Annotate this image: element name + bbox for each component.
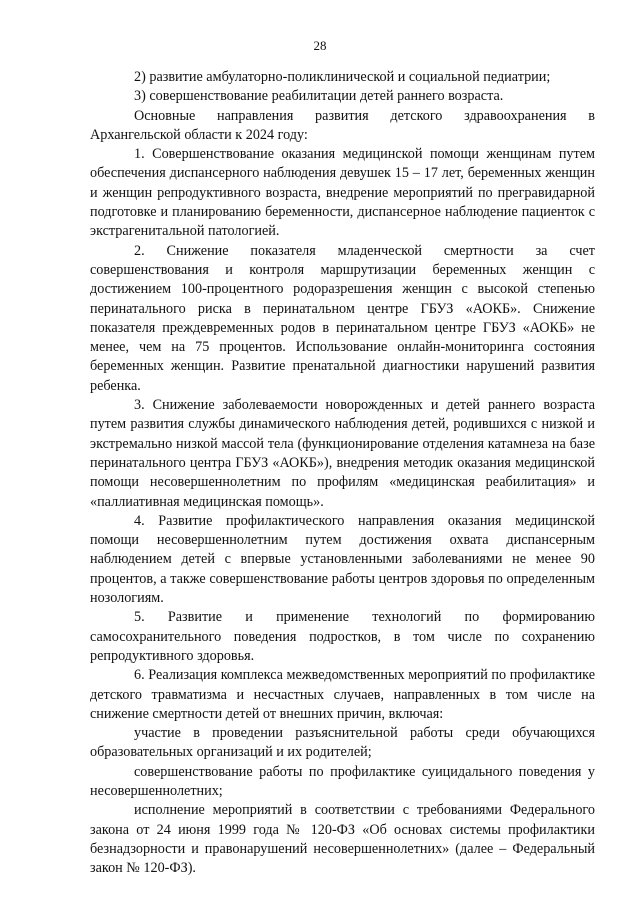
document-body [90, 68, 595, 878]
paragraph-subitem-2: совершенствование работы по профилактике суицидального поведения у несовершеннолетних; [90, 763, 595, 799]
paragraph-direction-6: 6. Реализация комплекса межведомственных мероприятий по профилактике детского травматизма и несчастных случаев, направленных в том числе на снижение смертности детей от внешних причин, включая: [90, 667, 595, 722]
paragraph-subitem-3: исполнение мероприятий в соответствии с требованиями Федерального закона от 24 июня 1999 года № 120-ФЗ «Об основах системы профилактики безнадзорности и правонарушений несовершеннолетних» (далее – Федеральный закон № 120-ФЗ). [90, 802, 595, 877]
paragraph-subitem-1: участие в проведении разъяснительной работы среди обучающихся образовательных организаций и их родителей; [90, 725, 595, 761]
page-number: 28 [313, 38, 327, 53]
paragraph-direction-3: 3. Снижение заболеваемости новорожденных и детей раннего возраста путем развития службы динамического наблюдения детей, родившихся с низкой и экстремально низкой массой тела (функционирование отделения катамнеза на базе перинатального центра ГБУЗ «АОКБ»), внедрения методик оказания медицинской помощи несовершеннолетним по профилям «медицинская реабилитация» и «паллиативная медицинская помощь». [90, 397, 595, 510]
paragraph-direction-1: 1. Совершенствование оказания медицинской помощи женщинам путем обеспечения диспансерного наблюдения девушек 15 – 17 лет, беременных женщин и женщин репродуктивного возраста, внедрение мероприятий по прегравидарной подготовке и планированию беременности, диспансерное наблюдение пациенток с экстрагенитальной патологией. [90, 146, 595, 240]
paragraph-direction-4: 4. Развитие профилактического направления оказания медицинской помощи несовершеннолетним путем достижения охвата диспансерным наблюдением детей с впервые установленными заболеваниями не менее 90 процентов, а также совершенствование работы центров здоровья по определенным нозологиям. [90, 512, 595, 607]
paragraph-item-3: 3) совершенствование реабилитации детей раннего возраста. [134, 88, 504, 105]
paragraph-intro: Основные направления развития детского здравоохранения в Архангельской области к 2024 году: [90, 107, 595, 143]
paragraph-direction-5: 5. Развитие и применение технологий по формированию самосохранительного поведения подростков, в том числе по сохранению репродуктивного здоровья. [90, 609, 595, 664]
paragraph-direction-2: 2. Снижение показателя младенческой смертности за счет совершенствования и контроля маршрутизации беременных женщин с достижением 100-процентного родоразрешения женщин с высокой степенью перинатального риска в перинатальном центре ГБУЗ «АОКБ». Снижение показателя преждевременных родов в перинатальном центре ГБУЗ «АОКБ» не менее, чем на 75 процентов. Использование онлайн-мониторинга состояния беременных женщин. Развитие пренатальной диагностики нарушений развития ребенка. [90, 242, 595, 394]
paragraph-item-2: 2) развитие амбулаторно-поликлинической и социальной педиатрии; [134, 69, 551, 85]
